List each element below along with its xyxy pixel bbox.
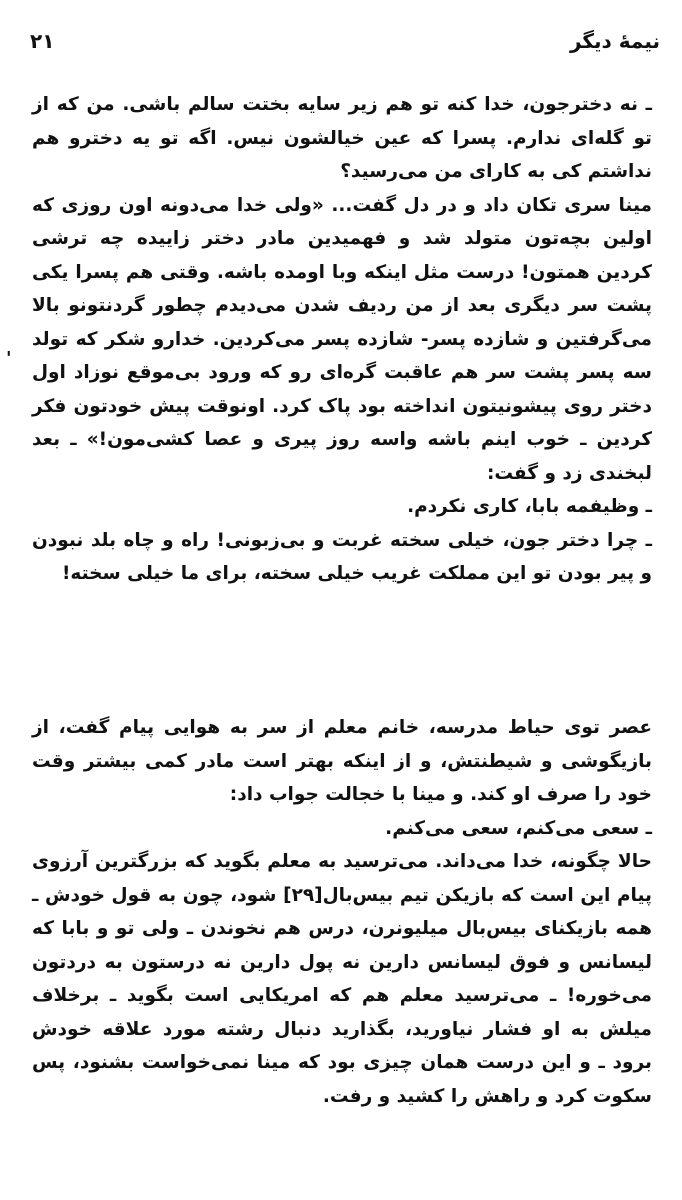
margin-tick-mark: ' — [6, 348, 12, 369]
page-number: ۲۱ — [30, 29, 55, 53]
paragraph: ـ سعی می‌کنم، سعی می‌کنم. — [385, 817, 652, 839]
page-header — [30, 26, 660, 56]
text-section-1 — [32, 88, 652, 591]
paragraph: ـ وظیفمه بابا، کاری نکردم. — [407, 496, 652, 517]
paragraph: مینا سری تکان داد و در دل گفت... «ولی خدا می‌دونه اون روزی که اولین بچه‌تون متولد شد و فهمیدین مادر دختر زاییده چه ترشی کردین همتون! درست مثل اینکه وبا اومده باشه. وقتی هم پسرا یکی پشت سر دیگری بعد از من ردیف شدن می‌دیدم چطور گردنتونو بالا می‌گرفتین و شازده پسر- شازده پسر می‌کردین. خدارو شکر که تولد سه پسر پشت سر هم عاقبت گره‌ای رو که ورود بی‌موقع نوزاد اول دختر روی پیشونیتون انداخته بود پاک کرد. اونوقت پیش خودتون فکر کردین ـ خوب اینم باشه واسه روز پیری و عصا کشی‌مون!» ـ بعد لبخندی زد و گفت: — [32, 194, 652, 484]
paragraph: عصر توی حیاط مدرسه، خانم معلم از سر به هوایی پیام گفت، از بازیگوشی و شیطنتش، و از اینکه بهتر است مادر کمی بیشتر وقت خود را صرف او کند. و مینا با خجالت جواب داد: — [32, 717, 652, 805]
paragraph: ـ چرا دختر جون، خیلی سخته غربت و بی‌زبونی! راه و چاه بلد نبودن و پیر بودن تو این مملکت غریب خیلی سخته، برای ما خیلی سخته! — [32, 529, 652, 584]
paragraph: حالا چگونه، خدا می‌داند. می‌ترسید به معلم بگوید که بزرگترین آرزوی پیام این است که بازیکن تیم بیس‌بال[۲۹] شود، چون به قول خودش ـ همه بازیکنای بیس‌بال میلیونرن، درس هم نخوندن ـ ولی تو و بابا که لیسانس و فوق لیسانس دارین نه پول دارین نه درستون به دردتون می‌خوره! ـ می‌ترسید معلم هم که امریکایی است بگوید ـ برخلاف میلش به او فشار نیاورید، بگذارید دنبال رشته مورد علاقه خودش برود ـ و این درست همان چیزی بود که مینا نمی‌خواست بشنود، پس سکوت کرد و راهش را کشید و رفت. — [32, 851, 652, 1107]
paragraph: ـ نه دخترجون، خدا کنه تو هم زیر سایه بختت سالم باشی. من که از تو گله‌ای ندارم. پسرا که عین خیالشون نیس. اگه تو یه دخترو هم نداشتم کی به کارای من می‌رسید؟ — [32, 94, 652, 182]
text-section-2 — [32, 711, 652, 1113]
running-title: نیمهٔ دیگر — [569, 29, 660, 53]
